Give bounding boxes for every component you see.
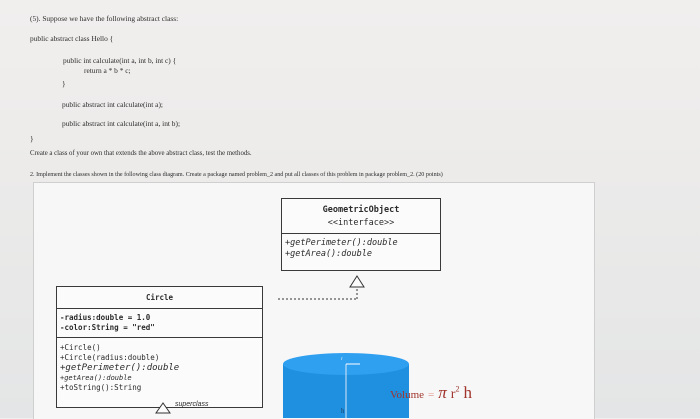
instruction-text: Create a class of your own that extends the above abstract class, test the methods. [30,150,252,157]
formula-r: r [450,387,456,402]
formula-label: Volume [390,389,425,401]
interface-stereotype: <<interface>> [327,218,395,228]
code-line: } [30,134,34,143]
volume-formula [390,383,472,403]
formula-exponent: 2 [455,384,460,394]
circle-method: +Circle(radius:double) [60,353,160,362]
code-line: public int calculate(int a, int b, int c) { [63,56,177,65]
circle-attribute: -color:String = "red" [60,323,155,332]
problem2-text: 2. Implement the classes shown in the following class diagram. Create a package named problem_2 and put all classes of this problem in package problem_2. (20 points) [30,172,443,178]
generalization-arrowhead [156,403,170,413]
circle-method: +toString():String [60,383,142,392]
circle-method: +Circle() [60,343,101,352]
code-line: return a * b * c; [84,66,131,75]
code-line: public abstract int calculate(int a); [62,100,163,109]
formula-pi: π [438,383,447,402]
circle-class-name: Circle [145,293,174,302]
code-line: public abstract int calculate(int a, int b); [62,119,181,128]
formula-equals: = [428,389,435,401]
question-title: (5). Suppose we have the following abstract class: [30,14,179,23]
code-line: public abstract class Hello { [30,34,114,43]
interface-method: +getPerimeter():double [285,238,398,248]
interface-name: GeometricObject [322,205,400,215]
realization-arrowhead [350,276,364,287]
circle-method: +getPerimeter():double [60,363,180,373]
code-line: } [62,79,66,88]
circle-method: +getArea():double [60,374,132,382]
interface-method: +getArea():double [285,249,372,259]
circle-attribute: -radius:double = 1.0 [60,313,151,322]
formula-h: h [463,383,472,402]
superclass-label: superclass [175,401,209,408]
cylinder-height-label: h [341,407,345,415]
cylinder-radius-label: r [341,357,343,362]
